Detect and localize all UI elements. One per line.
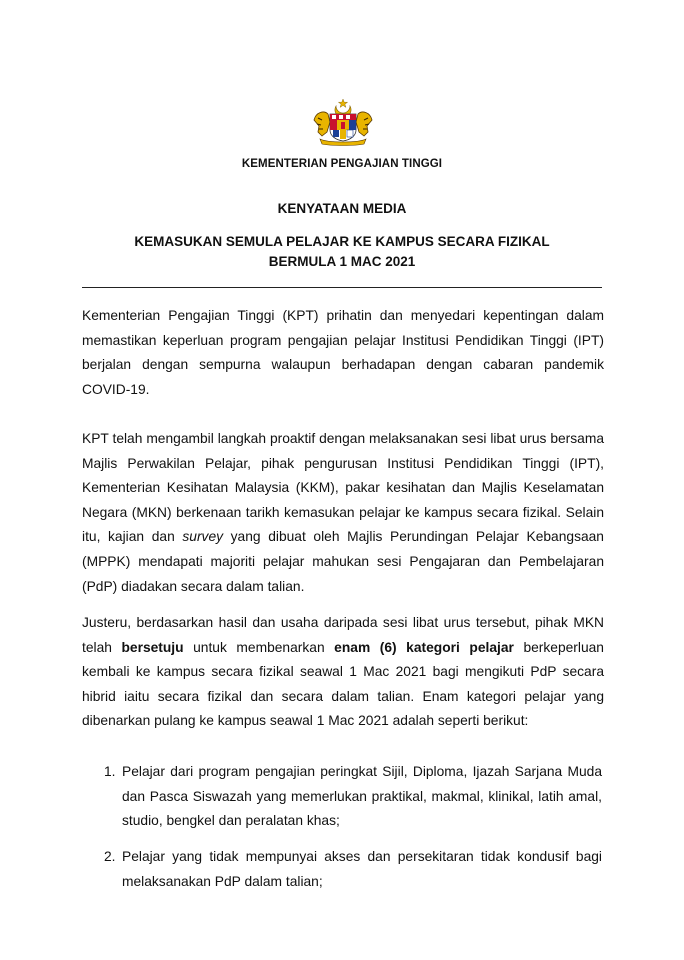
paragraph-2-text-a: KPT telah mengambil langkah proaktif dengan melaksanakan sesi libat urus bersama Majlis Perwakilan Pelajar, pihak pengurusan Institusi Pendidikan Tinggi (IPT), Kementerian Kesihatan Malaysia (KKM), pakar kesihatan dan Majlis Keselamatan Negara (MKN) berkenaan tarikh kemasukan pelajar ke kampus secara fizikal. Selain itu, kajian dan: [82, 431, 604, 545]
list-item-text: Pelajar dari program pengajian peringkat Sijil, Diploma, Ijazah Sarjana Muda dan Pasca Siswazah yang memerlukan praktikal, makmal, klinikal, latih amal, studio, bengkel dan peralatan khas;: [122, 764, 602, 829]
paragraph-2-text-b: yang dibuat oleh Majlis Perundingan Pelajar Kebangsaan (MPPK) mendapati majoriti pelajar mahukan sesi Pengajaran dan Pembelajaran (PdP) diadakan secara dalam talian.: [82, 529, 604, 594]
paragraph-1: [82, 304, 604, 402]
paragraph-3-text-c: berkeperluan kembali ke kampus secara fizikal seawal 1 Mac 2021 bagi mengikuti PdP secara hibrid iaitu secara fizikal dan secara dalam talian. Enam kategori pelajar yang dibenarkan pulang ke kampus seawal 1 Mac 2021 adalah seperti berikut:: [82, 639, 604, 729]
paragraph-3: [82, 611, 604, 734]
list-item-number: 1.: [104, 764, 116, 779]
malaysia-coat-of-arms-icon: [310, 98, 376, 146]
paragraph-3-bold-categories: enam (6) kategori pelajar: [334, 639, 514, 655]
paragraph-3-bold-agree: bersetuju: [121, 639, 184, 655]
paragraph-3-text-b: untuk membenarkan: [183, 639, 335, 655]
list-item-number: 2.: [104, 849, 116, 864]
paragraph-2-italic: survey: [182, 529, 224, 545]
ministry-name: KEMENTERIAN PENGAJIAN TINGGI: [241, 158, 443, 170]
paragraph-1-text: Kementerian Pengajian Tinggi (KPT) prihatin dan menyedari kepentingan dalam memastikan keperluan program pengajian pelajar Institusi Pendidikan Tinggi (IPT) berjalan dengan sempurna walaupun berhadapan dengan cabaran pandemik COVID-19.: [82, 308, 604, 397]
document-type-heading: KENYATAAN MEDIA: [277, 201, 407, 216]
document-title-line-1: KEMASUKAN SEMULA PELAJAR KE KAMPUS SECARA FIZIKAL: [134, 234, 550, 249]
paragraph-3-text-a: Justeru, berdasarkan hasil dan usaha daripada sesi libat urus tersebut, pihak MKN telah: [82, 615, 604, 655]
title-divider: [82, 287, 602, 288]
paragraph-2: [82, 427, 604, 599]
list-item-text: Pelajar yang tidak mempunyai akses dan persekitaran tidak kondusif bagi melaksanakan PdP dalam talian;: [122, 849, 602, 889]
document-title-line-2: BERMULA 1 MAC 2021: [268, 254, 416, 269]
